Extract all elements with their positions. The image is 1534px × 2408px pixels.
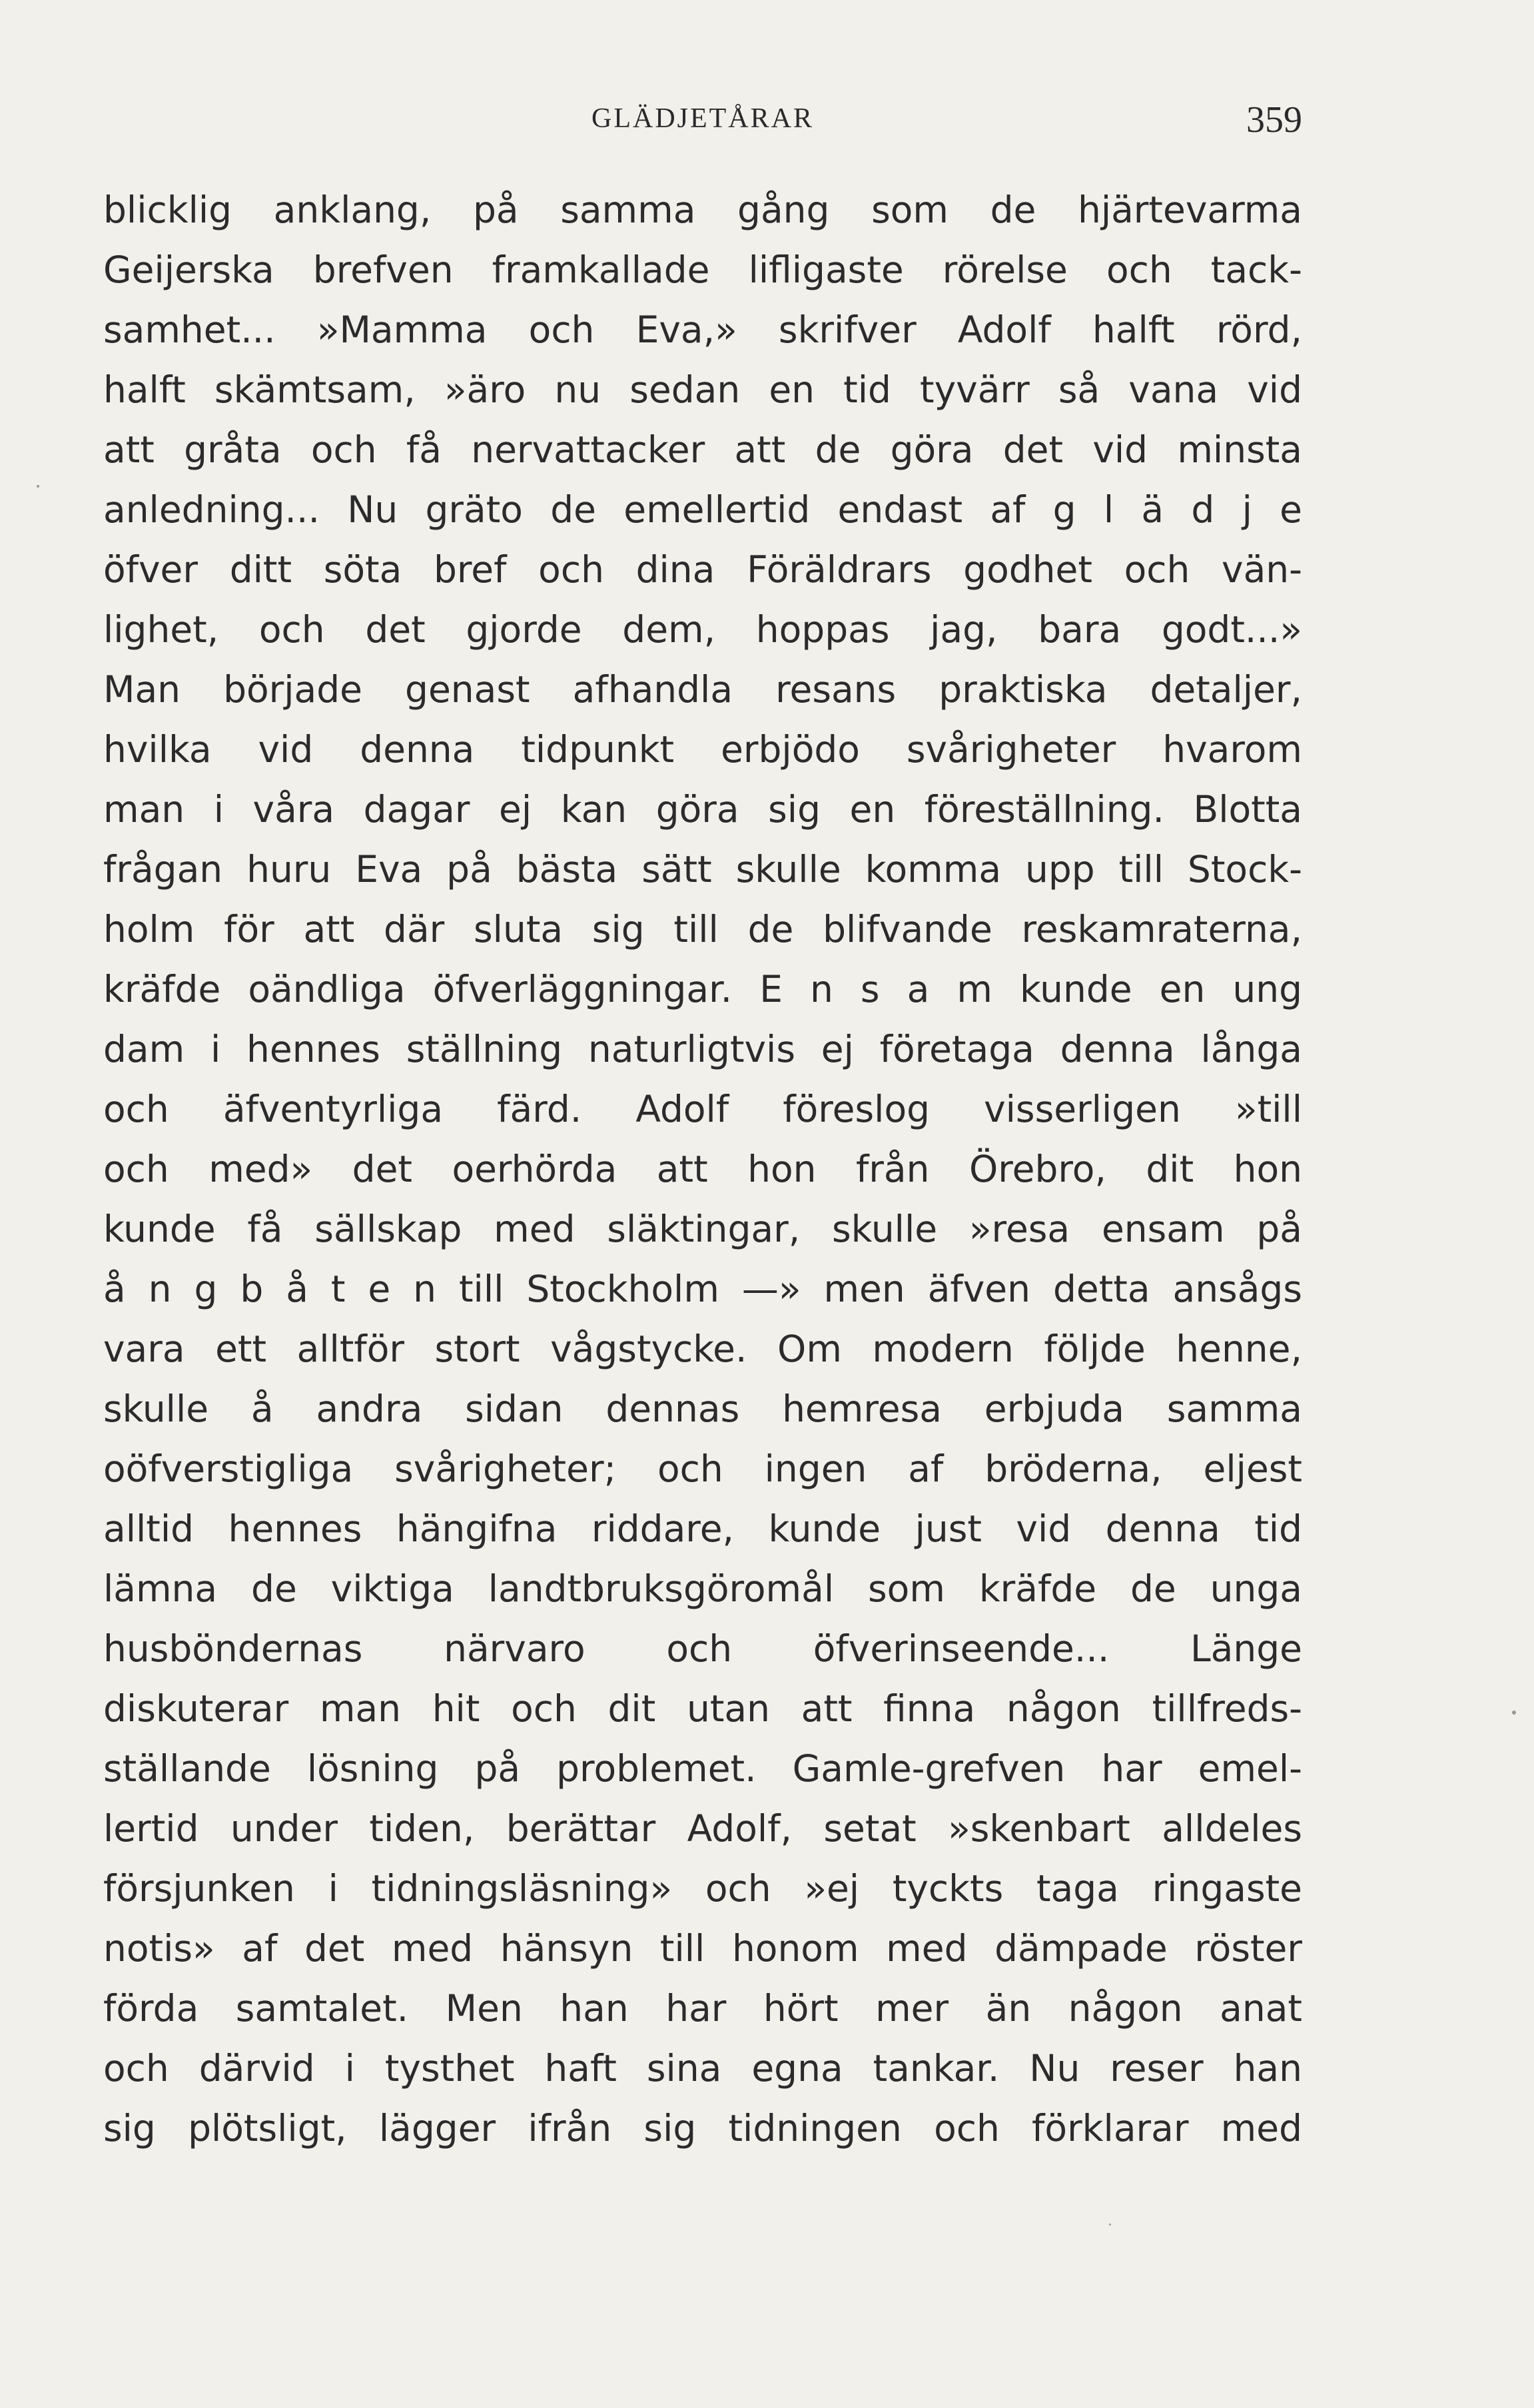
text-line: öfver ditt söta bref och dina Föräldrars godhet och vän- (103, 548, 1302, 591)
paper-speck (37, 485, 39, 488)
text-line: lighet, och det gjorde dem, hoppas jag, bara godt...» (103, 608, 1302, 651)
text-line: dam i hennes ställning naturligtvis ej företaga denna långa (103, 1028, 1302, 1070)
text-line: och därvid i tysthet haft sina egna tankar. Nu reser han (103, 2047, 1302, 2090)
text-line: anledning... Nu gräto de emellertid endast af g l ä d j e (103, 488, 1302, 531)
text-line: sig plötsligt, lägger ifrån sig tidningen och förklarar med (103, 2107, 1302, 2150)
text-line: kräfde oändliga öfverläggningar. E n s a m kunde en ung (103, 968, 1302, 1010)
paper-speck (1512, 1711, 1516, 1715)
text-line: försjunken i tidningsläsning» och »ej tyckts taga ringaste (103, 1867, 1302, 1910)
text-line: ställande lösning på problemet. Gamle-grefven har emel- (103, 1747, 1302, 1790)
text-line: och med» det oerhörda att hon från Örebro, dit hon (103, 1148, 1302, 1190)
running-title: GLÄDJETÅRAR (591, 103, 814, 134)
text-line: hvilka vid denna tidpunkt erbjödo svårigheter hvarom (103, 728, 1302, 771)
text-line: lertid under tiden, berättar Adolf, setat »skenbart alldeles (103, 1807, 1302, 1850)
text-line: å n g b å t e n till Stockholm —» men äfven detta ansågs (103, 1268, 1302, 1310)
text-line: diskuterar man hit och dit utan att finna någon tillfreds- (103, 1687, 1302, 1730)
text-line: Geijerska brefven framkallade lifligaste rörelse och tack- (103, 248, 1302, 291)
text-line: samhet... »Mamma och Eva,» skrifver Adolf halft rörd, (103, 308, 1302, 351)
text-line: att gråta och få nervattacker att de göra det vid minsta (103, 428, 1302, 471)
body-text (103, 180, 1302, 2158)
text-line: notis» af det med hänsyn till honom med dämpade röster (103, 1927, 1302, 1970)
text-line: kunde få sällskap med släktingar, skulle »resa ensam på (103, 1208, 1302, 1250)
text-line: alltid hennes hängifna riddare, kunde just vid denna tid (103, 1507, 1302, 1550)
text-line: vara ett alltför stort vågstycke. Om modern följde henne, (103, 1328, 1302, 1370)
text-line: oöfverstigliga svårigheter; och ingen af bröderna, eljest (103, 1447, 1302, 1490)
text-line: lämna de viktiga landtbruksgöromål som kräfde de unga (103, 1567, 1302, 1610)
text-line: Man började genast afhandla resans praktiska detaljer, (103, 668, 1302, 711)
text-line: holm för att där sluta sig till de blifvande reskamraterna, (103, 908, 1302, 951)
text-line: frågan huru Eva på bästa sätt skulle komma upp till Stock- (103, 848, 1302, 891)
text-line: husböndernas närvaro och öfverinseende... Länge (103, 1627, 1302, 1670)
page-number: 359 (1246, 99, 1302, 141)
paper-speck (1109, 2223, 1111, 2225)
text-line: halft skämtsam, »äro nu sedan en tid tyvärr så vana vid (103, 368, 1302, 411)
text-line: och äfventyrliga färd. Adolf föreslog visserligen »till (103, 1088, 1302, 1130)
text-line: blicklig anklang, på samma gång som de hjärtevarma (103, 189, 1302, 231)
text-line: man i våra dagar ej kan göra sig en föreställning. Blotta (103, 788, 1302, 831)
text-line: förda samtalet. Men han har hört mer än någon anat (103, 1987, 1302, 2030)
text-line: skulle å andra sidan dennas hemresa erbjuda samma (103, 1388, 1302, 1430)
page-header (103, 99, 1302, 145)
